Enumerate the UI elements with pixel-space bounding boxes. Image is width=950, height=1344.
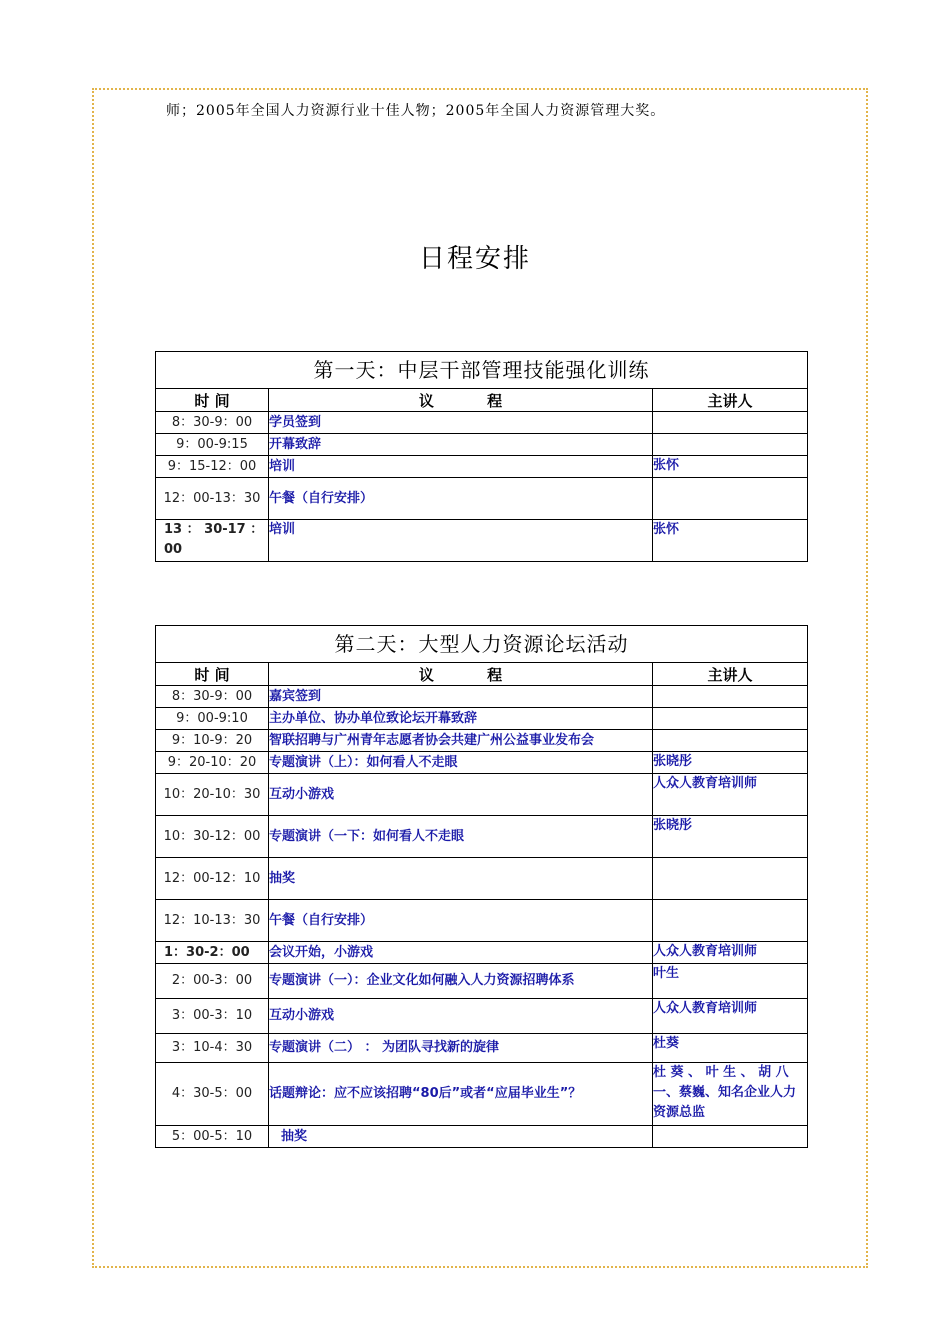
agenda-column-header: 议 程 [269,389,653,412]
agenda-cell: 午餐（自行安排） [269,478,653,520]
time-cell: 9：20-10：20 [156,752,269,774]
agenda-cell: 专题演讲（上）：如何看人不走眼 [269,752,653,774]
intro-text: 师；2005年全国人力资源行业十佳人物；2005年全国人力资源管理大奖。 [166,103,666,119]
speaker-cell: 人众人教育培训师 [653,942,808,964]
agenda-cell: 智联招聘与广州青年志愿者协会共建广州公益事业发布会 [269,730,653,752]
speaker-column-header: 主讲人 [653,389,808,412]
table-row [156,774,808,816]
time-cell: 1：30-2：00 [156,942,269,964]
time-cell: 9：00-9:10 [156,708,269,730]
table-row [156,942,808,964]
speaker-cell [653,858,808,900]
speaker-cell: 张怀 [653,456,808,478]
table-row [156,456,808,478]
time-cell: 12：00-13：30 [156,478,269,520]
time-cell: 10：30-12：00 [156,816,269,858]
agenda-cell: 主办单位、协办单位致论坛开幕致辞 [269,708,653,730]
speaker-cell: 张晓彤 [653,752,808,774]
agenda-cell: 专题演讲（二） ： 为团队寻找新的旋律 [269,1034,653,1063]
table-row [156,1063,808,1126]
agenda-cell: 午餐（自行安排） [269,900,653,942]
agenda-cell: 专题演讲（一下：如何看人不走眼 [269,816,653,858]
table-row [156,520,808,562]
agenda-cell: 抽奖 [269,1126,653,1148]
speaker-cell [653,900,808,942]
table-row [156,1034,808,1063]
speaker-cell: 人众人教育培训师 [653,999,808,1034]
time-cell: 12：00-12：10 [156,858,269,900]
day2-schedule-table [155,625,808,1148]
time-cell: 4：30-5：00 [156,1063,269,1126]
speaker-cell [653,708,808,730]
speaker-cell [653,730,808,752]
time-cell: 3：00-3：10 [156,999,269,1034]
table-row [156,752,808,774]
agenda-cell: 专题演讲（一）：企业文化如何融入人力资源招聘体系 [269,964,653,999]
day2-title: 第二天：大型人力资源论坛活动 [156,626,808,663]
agenda-cell: 培训 [269,520,653,562]
table-row [156,412,808,434]
table-row [156,816,808,858]
time-cell: 5：00-5：10 [156,1126,269,1148]
table-row [156,858,808,900]
agenda-cell: 会议开始，小游戏 [269,942,653,964]
table-row [156,708,808,730]
time-cell: 2：00-3：00 [156,964,269,999]
time-cell: 8：30-9：00 [156,686,269,708]
speaker-cell: 张怀 [653,520,808,562]
time-cell: 9：00-9:15 [156,434,269,456]
speaker-cell: 人众人教育培训师 [653,774,808,816]
agenda-cell: 嘉宾签到 [269,686,653,708]
agenda-cell: 开幕致辞 [269,434,653,456]
speaker-cell: 杜葵 [653,1034,808,1063]
table-row [156,730,808,752]
table-row [156,686,808,708]
time-cell: 9：10-9：20 [156,730,269,752]
page-title: 日程安排 [418,244,531,274]
speaker-cell [653,434,808,456]
speaker-cell [653,1126,808,1148]
table-row [156,999,808,1034]
time-cell: 3：10-4：30 [156,1034,269,1063]
day1-title: 第一天：中层干部管理技能强化训练 [156,352,808,389]
speaker-cell: 杜 葵 、 叶 生 、 胡 八一、蔡巍、知名企业人力资源总监 [653,1063,808,1126]
table-row [156,478,808,520]
speaker-cell [653,412,808,434]
agenda-cell: 互动小游戏 [269,999,653,1034]
speaker-cell [653,478,808,520]
speaker-cell [653,686,808,708]
agenda-cell: 抽奖 [269,858,653,900]
time-cell: 13 ： 30-17 ： 00 [156,520,269,562]
time-cell: 9：15-12：00 [156,456,269,478]
table-row [156,434,808,456]
time-cell: 8：30-9：00 [156,412,269,434]
agenda-cell: 互动小游戏 [269,774,653,816]
speaker-column-header: 主讲人 [653,663,808,686]
agenda-cell: 培训 [269,456,653,478]
day1-schedule-table [155,351,808,562]
time-column-header: 时 间 [156,389,269,412]
agenda-cell: 话题辩论：应不应该招聘“80后”或者“应届毕业生”？ [269,1063,653,1126]
time-cell: 10：20-10：30 [156,774,269,816]
agenda-column-header: 议 程 [269,663,653,686]
time-column-header: 时 间 [156,663,269,686]
speaker-cell: 叶生 [653,964,808,999]
time-cell: 12：10-13：30 [156,900,269,942]
table-row [156,900,808,942]
speaker-cell: 张晓彤 [653,816,808,858]
agenda-cell: 学员签到 [269,412,653,434]
table-row [156,1126,808,1148]
table-row [156,964,808,999]
